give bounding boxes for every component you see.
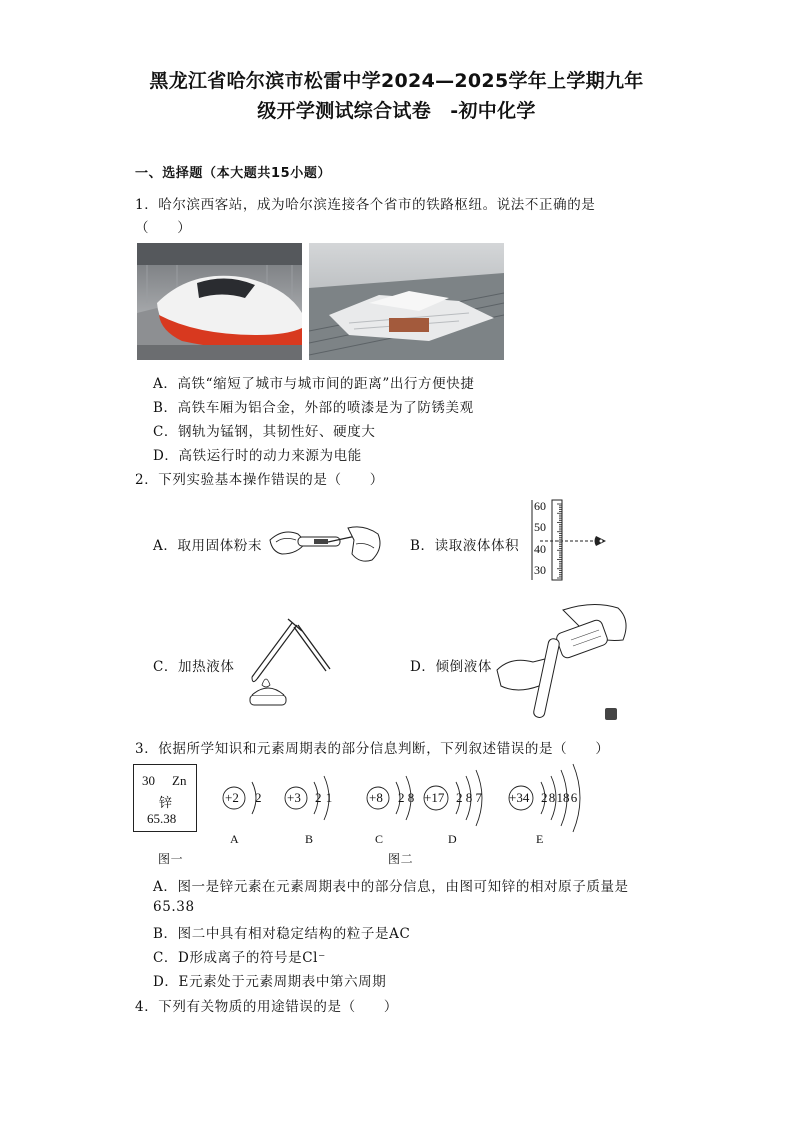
train-photo [137, 243, 302, 360]
q3-stem: 3．依据所学知识和元素周期表的部分信息判断，下列叙述错误的是（ ） [135, 741, 610, 757]
figure1-label: 图一 [158, 852, 184, 866]
q2-option-b: B．读取液体体积 [410, 538, 520, 554]
q1-option-d: D．高铁运行时的动力来源为电能 [153, 448, 362, 464]
atom-a-shells: 2 [255, 790, 262, 805]
q2-stem: 2．下列实验基本操作错误的是（ ） [135, 472, 384, 488]
atom-b-label: B [305, 832, 314, 846]
atom-b-shells: 2 1 [315, 790, 333, 805]
atom-e-shells: 2 8 18 6 [541, 790, 578, 805]
atom-e-label: E [536, 832, 544, 846]
element-name: 锌 [159, 795, 173, 810]
q3-option-a-cont: 65.38 [153, 899, 195, 915]
figure2-label: 图二 [388, 852, 414, 866]
atom-structure-diagrams [218, 760, 618, 846]
powder-operation-figure [268, 520, 388, 570]
q2-option-a: A．取用固体粉末 [153, 538, 263, 554]
q3-option-d: D．E元素处于元素周期表中第六周期 [153, 974, 387, 990]
section-heading: 一、选择题（本大题共15小题） [135, 166, 332, 181]
atom-c-label: C [375, 832, 384, 846]
atom-d-shells: 2 8 7 [456, 790, 482, 805]
cylinder-tick-60: 60 [534, 499, 546, 513]
q2-option-c: C．加热液体 [153, 659, 235, 675]
cylinder-tick-50: 50 [534, 520, 546, 534]
atom-c-shells: 2 8 [398, 790, 415, 805]
pouring-liquid-figure [493, 600, 638, 725]
q2-option-d: D．倾倒液体 [410, 659, 492, 675]
station-photo [309, 243, 504, 360]
q1-stem-line1: 1．哈尔滨西客站，成为哈尔滨连接各个省市的铁路枢纽。说法不正确的是 [135, 197, 596, 213]
cylinder-tick-30: 30 [534, 563, 546, 577]
atom-a-nucleus: +2 [225, 790, 239, 805]
element-symbol: Zn [172, 773, 187, 788]
q4-stem: 4．下列有关物质的用途错误的是（ ） [135, 999, 398, 1015]
cylinder-tick-40: 40 [534, 542, 546, 556]
cylinder-reading-figure [530, 498, 615, 584]
atom-d-label: D [448, 832, 457, 846]
q1-option-b: B．高铁车厢为铝合金，外部的喷漆是为了防锈美观 [153, 400, 474, 416]
q1-option-a: A．高铁“缩短了城市与城市间的距离”出行方便快捷 [153, 376, 475, 392]
atom-b-nucleus: +3 [287, 790, 301, 805]
q3-option-b: B．图二中具有相对稳定结构的粒子是AC [153, 926, 411, 942]
q3-option-a: A．图一是锌元素在元素周期表中的部分信息，由图可知锌的相对原子质量是 [153, 879, 629, 895]
heating-liquid-figure [230, 615, 335, 710]
atom-a-label: A [230, 832, 239, 846]
element-mass: 65.38 [147, 811, 177, 826]
atom-d-nucleus: +17 [424, 790, 445, 805]
atom-e-nucleus: +34 [509, 790, 530, 805]
zinc-element-card [133, 764, 197, 832]
element-number: 30 [142, 773, 155, 788]
page-title-line1: 黑龙江省哈尔滨市松雷中学2024—2025学年上学期九年 [149, 70, 644, 92]
page-title-line2: 级开学测试综合试卷 -初中化学 [257, 100, 536, 122]
q1-stem-line2: （ ） [135, 220, 192, 236]
q1-option-c: C．钢轨为锰钢，其韧性好、硬度大 [153, 424, 376, 440]
atom-c-nucleus: +8 [369, 790, 383, 805]
q3-option-c: C．D形成离子的符号是Cl⁻ [153, 950, 326, 966]
